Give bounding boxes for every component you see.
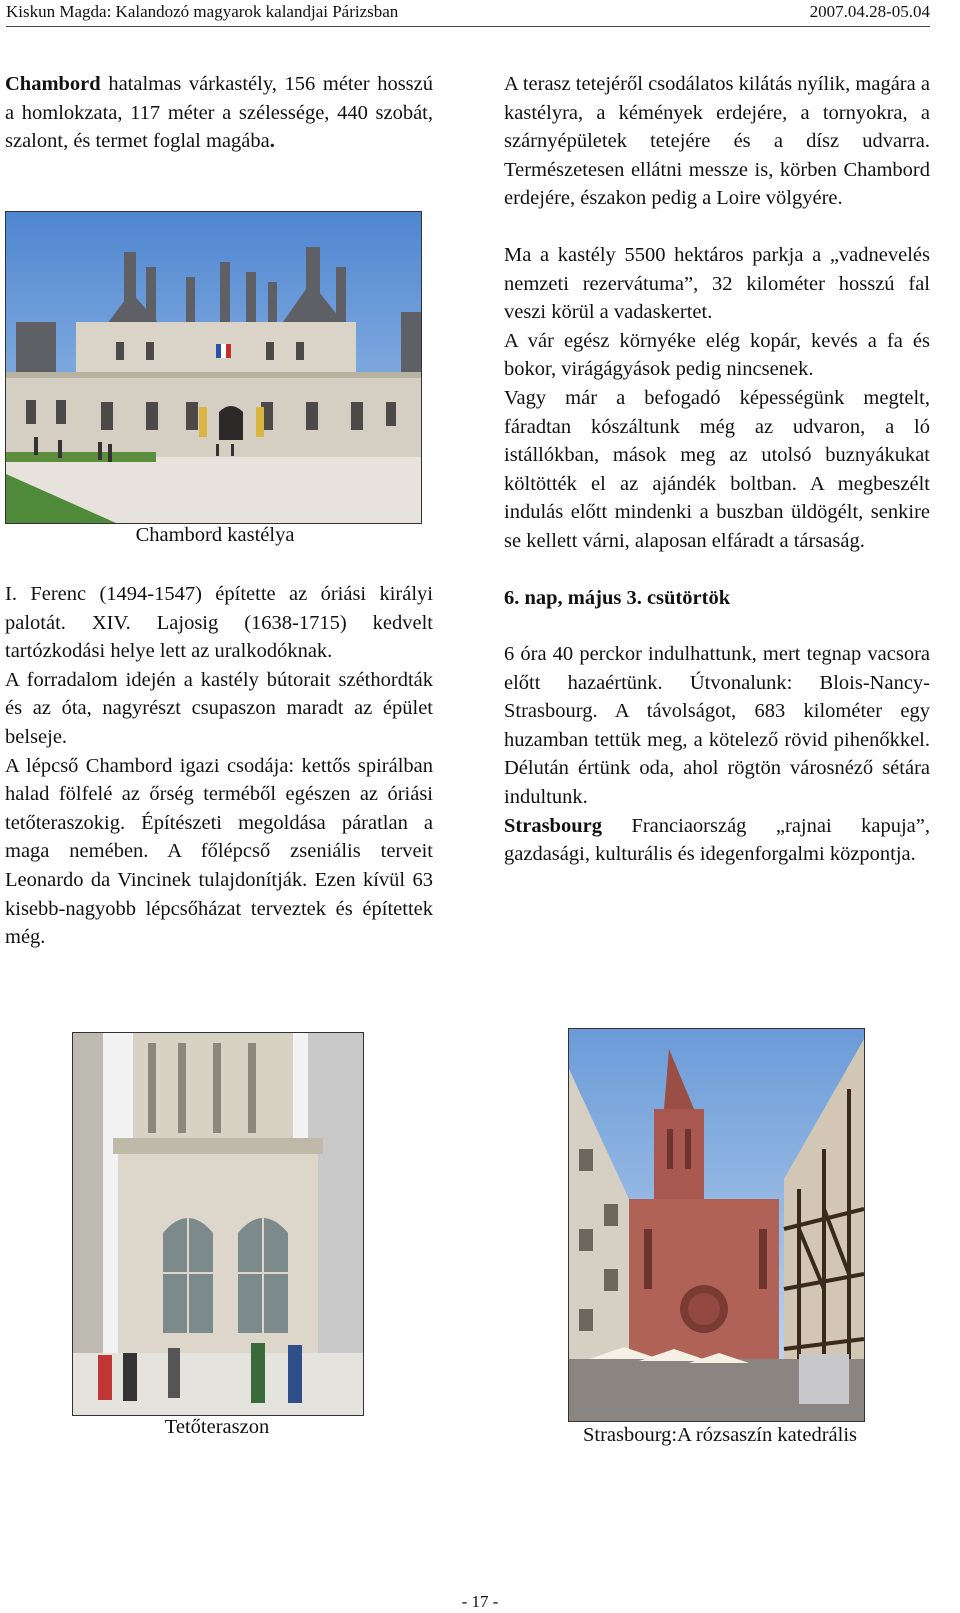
tired-group-paragraph: Vagy már a befogadó képességünk megtelt, fáradtan kószáltunk még az udvaron, a ló istállókban, mások meg az utolsó buznyákukat költötték el az ajándék boltban. A megbeszélt indulás előtt mindenki a buszban üldögélt, senkire se kellett várni, alaposan elfáradt a társaság. (504, 386, 930, 552)
header-date: 2007.04.28-05.04 (809, 2, 930, 21)
staircase-paragraph: A lépcső Chambord igazi csodája: kettős spirálban halad fölfelé az őrség terméből egészen az óriási tetőteraszokig. Építészeti megoldása páratlan a maga nemében. A főlépcső zseniális terveit Leonardo da Vincinek tulajdonítják. Ezen kívül 63 kisebb-nagyobb lépcsőházat terveztek és építettek még. (5, 754, 433, 949)
chambord-intro: Chambord hatalmas várkastély, 156 méter hosszú a homlokzata, 117 méter a szélessége, 440 szobát, szalont, és termet foglal magába. (5, 73, 433, 153)
strasbourg-paragraph: Strasbourg Franciaország „rajnai kapuja”, gazdasági, kulturális és idegenforgalmi központja. (504, 814, 930, 866)
terrace-view-paragraph: A terasz tetejéről csodálatos kilátás nyílik, magára a kastélyra, a kémények erdejére, a tornyokra, a szárnyépületek tetejére és a dísz udvarra. Természetesen ellátni messze is, körben Chambord erdejére, északon pedig a Loire völgyére. (504, 73, 930, 210)
strasbourg-bold: Strasbourg (504, 814, 602, 837)
right-body (504, 70, 930, 869)
route-paragraph: 6 óra 40 perckor indulhattunk, mert tegnap vacsora előtt hazaértünk. Útvonalunk: Blois-Nancy-Strasbourg. A távolságot, 683 kilométer egy huzamban tettük meg, a kötelező rövid pihenőkkel. Délután értünk oda, ahol rögtön városnéző sétára indultunk. (504, 643, 930, 809)
terrace-photo-caption: Tetőteraszon (164, 1416, 270, 1438)
chambord-bold: Chambord (5, 73, 101, 95)
left-body (5, 580, 433, 952)
francis-paragraph: I. Ferenc (1494-1547) építette az óriási királyi palotát. XIV. Lajosig (1638-1715) kedvelt tartózkodási helye lett az uralkodóknak. (5, 583, 433, 663)
running-header (6, 0, 930, 27)
chambord-photo-caption: Chambord kastélya (135, 524, 295, 546)
strasbourg-cathedral-photo (568, 1028, 865, 1422)
left-intro (5, 70, 433, 156)
surroundings-paragraph: A vár egész környéke elég kopár, kevés a fa és bokor, virágágyások pedig nincsenek. (504, 329, 930, 381)
strasbourg-photo-caption: Strasbourg:A rózsaszín katedrális (582, 1424, 858, 1446)
day6-heading: 6. nap, május 3. csütörtök (504, 586, 731, 609)
revolution-paragraph: A forradalom idején a kastély bútorait széthordták és az óta, nagyrészt csupaszon maradt az épület belseje. (5, 668, 433, 748)
page-number: - 17 - (461, 1592, 499, 1611)
chambord-castle-photo (5, 211, 422, 524)
park-paragraph: Ma a kastély 5500 hektáros parkja a „vadnevelés nemzeti rezervátuma”, 32 kilométer hosszú fal veszi körül a vadaskertet. (504, 243, 930, 324)
terrace-photo (72, 1032, 364, 1416)
header-title: Kiskun Magda: Kalandozó magyarok kalandjai Párizsban (6, 2, 399, 21)
